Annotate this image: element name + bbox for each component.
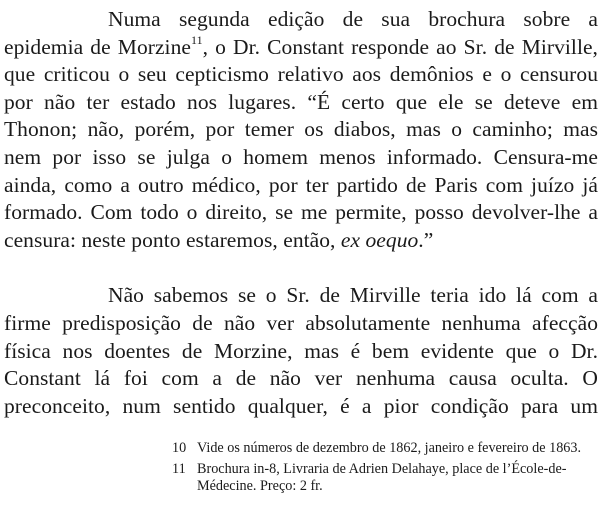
- paragraph-1-line-7: ainda, como a outro médico, por ter partido de Paris com juízo já: [4, 172, 598, 197]
- paragraph-1-line-3: que criticou o seu cepticismo relativo aos demônios e o censurou: [4, 62, 598, 87]
- paragraph-2-line-4: Constant lá foi com a de não ver nenhuma causa oculta. O: [4, 366, 598, 391]
- footnote-10: [172, 440, 600, 457]
- paragraph-2: [4, 282, 598, 420]
- footnote-text-line-1: Brochura in-8, Livraria de Adrien Delahaye, place de l’École-de-: [197, 461, 567, 477]
- paragraph-1-line-2-text-b: , o Dr. Constant responde ao Sr. de Mirville,: [202, 34, 598, 59]
- footnote-11: [172, 461, 600, 495]
- footnotes: [172, 440, 600, 499]
- footnote-number: 11: [172, 461, 186, 477]
- paragraph-1-line-2-text-a: epidemia de Morzine: [4, 34, 191, 59]
- paragraph-1-line-4: por não ter estado nos lugares. “É certo que ele se deteve em: [4, 89, 598, 114]
- footnote-number: 10: [172, 440, 187, 456]
- paragraph-1-line-6: nem por isso se julga o homem menos informado. Censura-me: [4, 144, 598, 169]
- paragraph-1-line-1: Numa segunda edição de sua brochura sobre a: [108, 7, 598, 31]
- paragraph-2-line-2: firme predisposição de não ver absolutamente nenhuma afecção: [4, 310, 598, 335]
- paragraph-1-line-5: Thonon; não, porém, por temer os diabos, mas o caminho; mas: [4, 117, 598, 142]
- paragraph-1-line-8: formado. Com todo o direito, se me permite, posso devolver-lhe a: [4, 200, 598, 225]
- paragraph-1-line-2: [4, 34, 598, 62]
- paragraph-2-line-1: Não sabemos se o Sr. de Mirville teria ido lá com a: [108, 283, 598, 308]
- page-body: [4, 6, 598, 420]
- paragraph-1-line-9: [4, 227, 598, 255]
- footnote-text: [197, 461, 600, 495]
- footnote-reference-11[interactable]: 11: [190, 33, 203, 48]
- footnote-text-line-2: Médecine. Preço: 2 fr.: [197, 478, 323, 494]
- latin-phrase: ex oequo: [340, 227, 419, 252]
- paragraph-2-line-5: preconceito, num sentido qualquer, é a pior condição para um: [4, 393, 598, 418]
- footnote-text: Vide os números de dezembro de 1862, janeiro e fevereiro de 1863.: [197, 440, 582, 456]
- paragraph-2-line-3: física nos doentes de Morzine, mas é bem evidente que o Dr.: [4, 338, 598, 363]
- paragraph-1: [4, 6, 598, 254]
- paragraph-1-line-9-text-a: censura: neste ponto estaremos, então,: [4, 227, 341, 252]
- paragraph-1-line-9-text-b: .”: [418, 227, 434, 252]
